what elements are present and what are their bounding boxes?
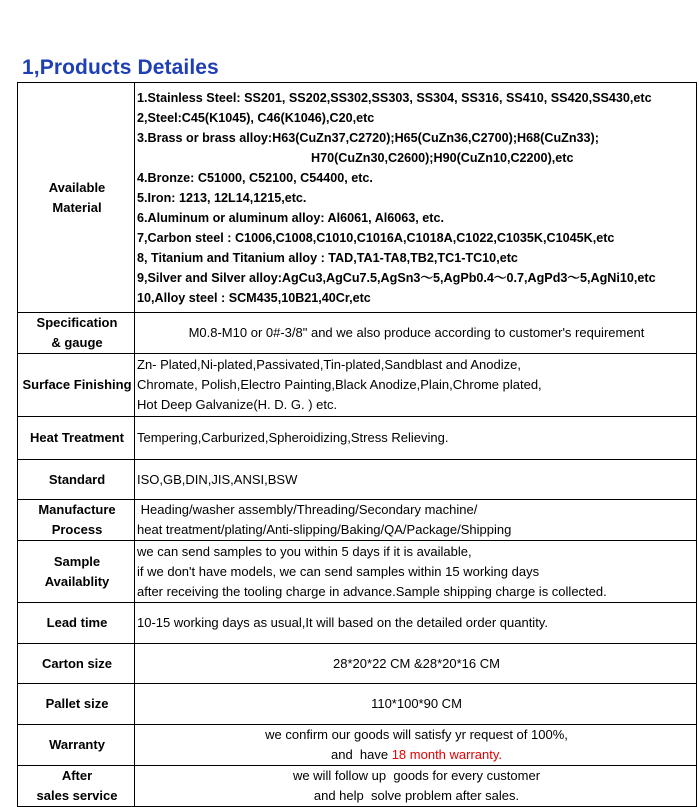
row-value-lead-time: 10-15 working days as usual,It will based on the detailed order quantity. — [135, 603, 697, 644]
table-row — [18, 83, 697, 313]
row-label-line: Availablity — [44, 573, 110, 589]
material-line: 2,Steel:C45(K1045), C46(K1046),C20,etc — [137, 110, 375, 125]
row-label-line: After — [61, 768, 93, 783]
table-row — [18, 684, 697, 725]
row-label-line: Sample — [53, 553, 101, 569]
after-sales-line: we will follow up goods for every customer — [292, 768, 541, 783]
warranty-line: we confirm our goods will satisfy yr request of 100%, — [265, 727, 568, 742]
row-label-warranty: Warranty — [18, 725, 135, 766]
row-label-material — [18, 83, 135, 313]
warranty-prefix: and have — [330, 747, 392, 762]
row-value-material — [135, 83, 697, 313]
table-row — [18, 603, 697, 644]
page-title: 1,Products Detailes — [22, 56, 219, 79]
row-label-surface-finishing: Surface Finishing — [18, 354, 135, 417]
row-label-specification — [18, 313, 135, 354]
material-line: 4.Bronze: C51000, C52100, C54400, etc. — [137, 170, 373, 185]
row-value-after-sales — [135, 766, 697, 807]
warranty-highlight: 18 month warranty. — [391, 747, 503, 762]
row-label-line: Available — [48, 179, 106, 195]
material-line: 8, Titanium and Titanium alloy : TAD,TA1-TA8,TB2,TC1-TC10,etc — [137, 250, 518, 265]
row-label-after-sales — [18, 766, 135, 807]
material-line: 7,Carbon steel : C1006,C1008,C1010,C1016A,C1018A,C1022,C1035K,C1045K,etc — [137, 230, 615, 245]
row-label-sample — [18, 541, 135, 603]
row-value-pallet-size: 110*100*90 CM — [135, 684, 697, 725]
row-label-standard: Standard — [18, 460, 135, 500]
surface-line: Chromate, Polish,Electro Painting,Black Anodize,Plain,Chrome plated, — [137, 377, 542, 392]
table-row — [18, 354, 697, 417]
row-value-warranty — [135, 725, 697, 766]
row-value-specification: M0.8-M10 or 0#-3/8" and we also produce according to customer's requirement — [135, 313, 697, 354]
row-label-pallet-size: Pallet size — [18, 684, 135, 725]
row-label-heat-treatment: Heat Treatment — [18, 417, 135, 460]
row-value-heat-treatment: Tempering,Carburized,Spheroidizing,Stress Relieving. — [135, 417, 697, 460]
warranty-line — [137, 745, 696, 765]
after-sales-line: and help solve problem after sales. — [313, 788, 520, 803]
table-row — [18, 541, 697, 603]
row-label-line: Process — [51, 522, 103, 537]
manufacture-line: Heading/washer assembly/Threading/Secondary machine/ — [137, 502, 478, 517]
surface-line: Hot Deep Galvanize(H. D. G. ) etc. — [137, 397, 338, 412]
table-row — [18, 500, 697, 541]
row-value-sample — [135, 541, 697, 603]
row-label-carton-size: Carton size — [18, 644, 135, 684]
surface-line: Zn- Plated,Ni-plated,Passivated,Tin-plated,Sandblast and Anodize, — [137, 357, 521, 372]
material-line: 1.Stainless Steel: SS201, SS202,SS302,SS303, SS304, SS316, SS410, SS420,SS430,etc — [137, 90, 652, 105]
sample-line: we can send samples to you within 5 days if it is available, — [137, 543, 472, 559]
row-label-line: Material — [52, 199, 102, 215]
sample-line: if we don't have models, we can send samples within 15 working days — [137, 563, 540, 579]
table-row — [18, 460, 697, 500]
row-value-carton-size: 28*20*22 CM &28*20*16 CM — [135, 644, 697, 684]
row-label-lead-time: Lead time — [18, 603, 135, 644]
material-line: 6.Aluminum or aluminum alloy: Al6061, Al6063, etc. — [137, 210, 445, 225]
row-label-line: sales service — [36, 788, 118, 803]
row-label-line: Manufacture — [38, 502, 116, 517]
manufacture-line: heat treatment/plating/Anti-slipping/Baking/QA/Package/Shipping — [137, 522, 512, 537]
row-label-line: & gauge — [51, 335, 103, 350]
row-value-surface-finishing — [135, 354, 697, 417]
table-row — [18, 725, 697, 766]
row-label-manufacture — [18, 500, 135, 541]
row-value-manufacture — [135, 500, 697, 541]
table-row — [18, 417, 697, 460]
material-line: 9,Silver and Silver alloy:AgCu3,AgCu7.5,AgSn3～5,AgPb0.4～0.7,AgPd3～5,AgNi10,etc — [137, 270, 656, 285]
sample-line: after receiving the tooling charge in advance.Sample shipping charge is collected. — [137, 583, 607, 599]
product-details-table — [17, 82, 697, 807]
table-row — [18, 766, 697, 807]
material-line: H70(CuZn30,C2600);H90(CuZn10,C2200),etc — [311, 150, 574, 165]
material-line: 10,Alloy steel : SCM435,10B21,40Cr,etc — [137, 290, 371, 305]
row-label-line: Specification — [36, 315, 118, 330]
table-row — [18, 313, 697, 354]
material-line: 5.Iron: 1213, 12L14,1215,etc. — [137, 190, 307, 205]
row-value-standard: ISO,GB,DIN,JIS,ANSI,BSW — [135, 460, 697, 500]
material-line: 3.Brass or brass alloy:H63(CuZn37,C2720);H65(CuZn36,C2700);H68(CuZn33); — [137, 130, 599, 145]
table-row — [18, 644, 697, 684]
